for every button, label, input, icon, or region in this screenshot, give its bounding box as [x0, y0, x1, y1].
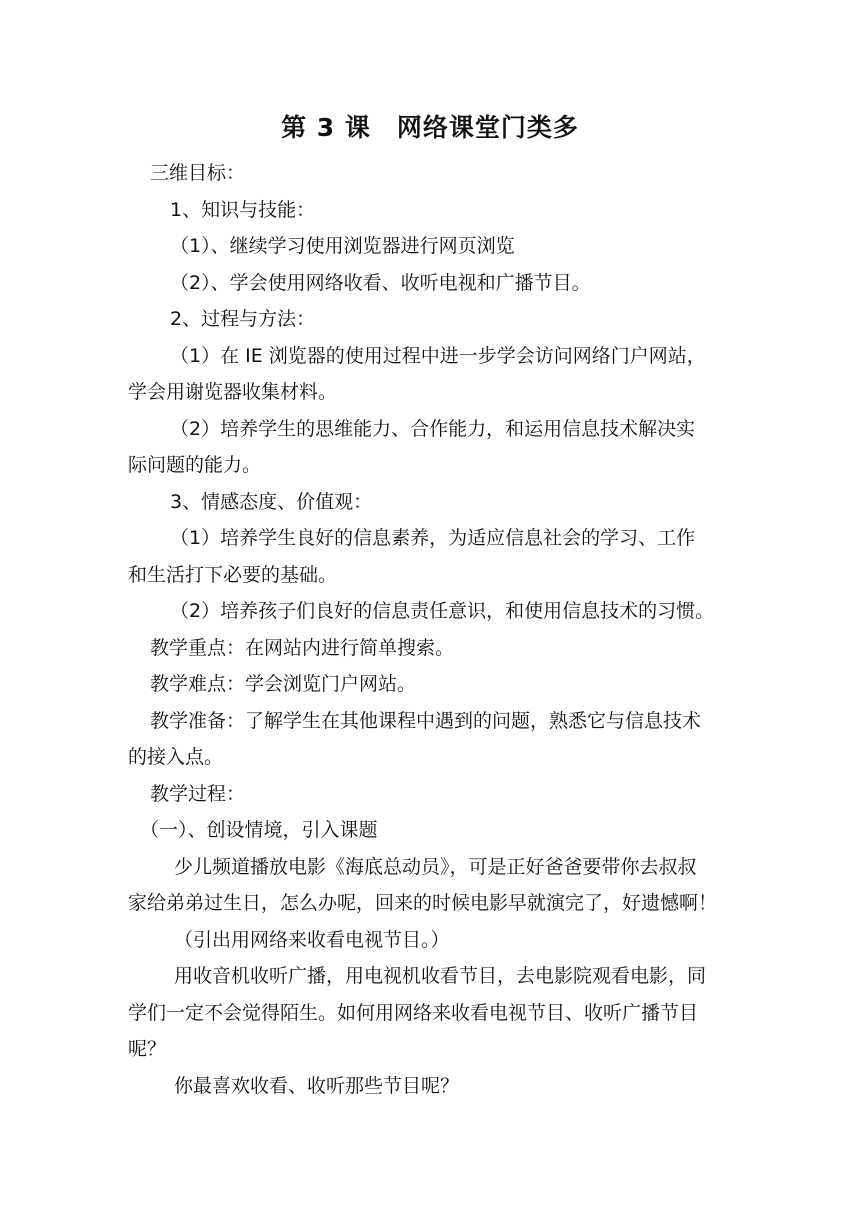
objective-item: （1）在 IE 浏览器的使用过程中进一步学会访问网络门户网站， — [170, 344, 706, 367]
process-step-heading: （一）、创设情境，引入课题 — [140, 819, 378, 841]
teaching-key-point: 教学重点：在网站内进行简单搜索。 — [150, 636, 455, 659]
teaching-process-heading: 教学过程： — [150, 782, 246, 805]
paragraph: （引出用网络来收看电视节目。） — [174, 928, 450, 951]
paragraph-continued: 学们一定不会觉得陌生。如何用网络来收看电视节目、收听广播节目 — [128, 1001, 699, 1024]
teaching-preparation-continued: 的接入点。 — [128, 746, 224, 768]
objective-item: （2）、学会使用网络收看、收听电视和广播节目。 — [170, 271, 591, 294]
objective-item-continued: 学会用谢览器收集材料。 — [128, 381, 338, 403]
objective-item: （1）培养学生良好的信息素养，为适应信息社会的学习、工作 — [170, 527, 696, 549]
objective-item-continued: 际问题的能力。 — [128, 454, 262, 476]
objective-item: （2）培养学生的思维能力、合作能力，和运用信息技术解决实 — [170, 417, 696, 440]
objective-knowledge-heading: 1、知识与技能： — [170, 198, 316, 221]
objective-process-heading: 2、过程与方法： — [170, 308, 316, 330]
objective-attitude-heading: 3、情感态度、价值观： — [170, 490, 373, 513]
objective-item: （2）培养孩子们良好的信息责任意识，和使用信息技术的习惯。 — [170, 600, 715, 622]
lesson-body — [128, 155, 733, 1104]
paragraph-continued: 呢？ — [128, 1038, 167, 1060]
section-objectives: 三维目标： — [150, 162, 246, 184]
objective-item-continued: 和生活打下必要的基础。 — [128, 563, 338, 586]
teaching-difficulty: 教学难点：学会浏览门户网站。 — [150, 673, 417, 695]
teaching-preparation: 教学准备：了解学生在其他课程中遇到的问题，熟悉它与信息技术 — [150, 709, 702, 732]
paragraph: 少儿频道播放电影《海底总动员》，可是正好爸爸要带你去叔叔 — [174, 855, 697, 878]
paragraph-continued: 家给弟弟过生日，怎么办呢，回来的时候电影早就演完了，好遗憾啊！ — [128, 892, 718, 914]
paragraph: 用收音机收听广播，用电视机收看节目，去电影院观看电影，同 — [174, 965, 707, 987]
lesson-title: 第 3 课 网络课堂门类多 — [281, 113, 579, 142]
objective-item: （1）、继续学习使用浏览器进行网页浏览 — [170, 235, 515, 257]
paragraph: 你最喜欢收看、收听那些节目呢？ — [174, 1074, 460, 1097]
